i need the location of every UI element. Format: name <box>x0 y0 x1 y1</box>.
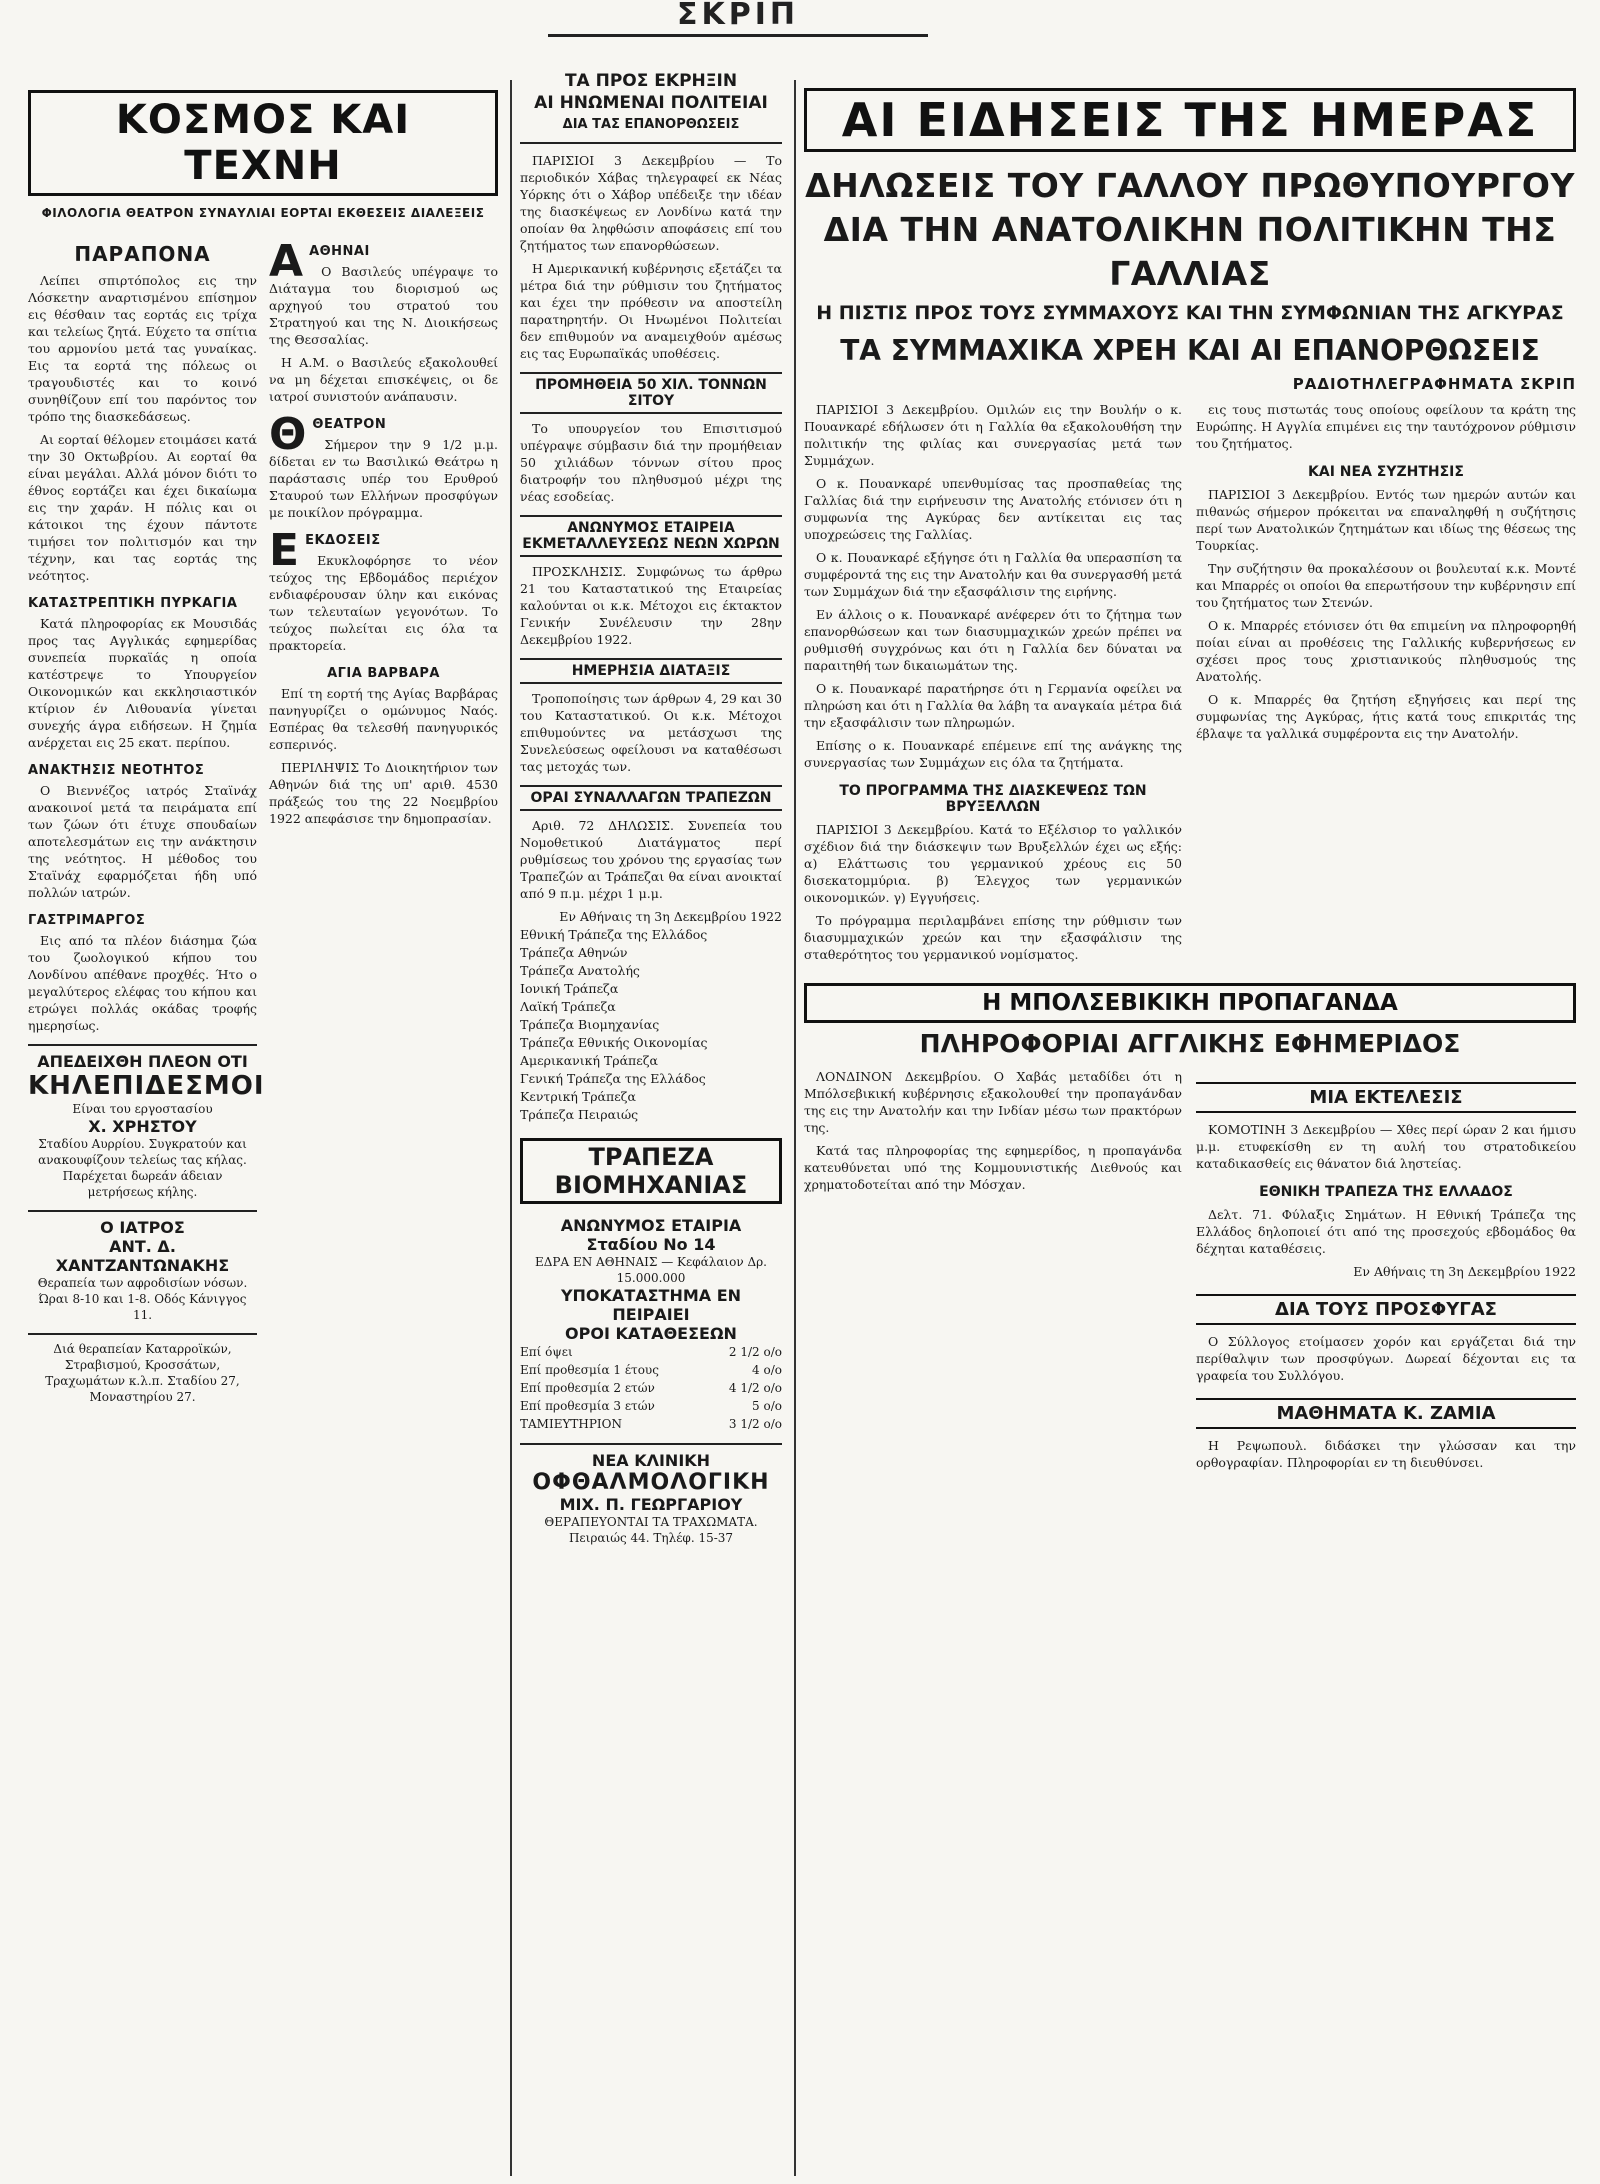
article-body: Επί τη εορτή της Αγίας Βαρβάρας πανηγυρίζει ο ομώνυμος Ναός. Εσπέρας θα τελεσθή πανηγυρικός εσπερινός. <box>269 686 498 752</box>
article-title: ΓΑΣΤΡΙΜΑΡΓΟΣ <box>28 913 146 928</box>
article-body: ΠΑΡΙΣΙΟΙ 3 Δεκεμβρίου — Το περιοδικόν Χάβας τηλεγραφεί εκ Νέας Υόρκης ότι ο Χάβορ υπέδειξε την ιδέαν της διασκέψεως εν Λονδίνω κατά την οποίαν θα ληφθώσιν αποφάσεις επί του ζητήματος των επανορθώσεων. <box>520 153 782 253</box>
ad-name: ΜΙΧ. Π. ΓΕΩΡΓΑΡΙΟΥ <box>559 1495 743 1514</box>
article-body: εις τους πιστωτάς τους οποίους οφείλουν τα κράτη της Ευρώπης. Η Αγγλία επιμένει εις την ταυτόχρονον ρύθμισιν του ζητήματος. <box>1196 402 1576 451</box>
rate-value: 4 ο/ο <box>752 1363 782 1377</box>
article-body: Επίσης ο κ. Πουανκαρέ επέμεινε επί της ανάγκης της συνεργασίας των Συμμάχων εις όλα τα ζητήματα. <box>804 738 1182 770</box>
article-body: Ο Βασιλεύς υπέγραψε το Διάταγμα του διορισμού ως αρχηγού του στρατού του Στρατηγού και της Ν. Διοικήσεως της Θεσσαλίας. <box>269 264 498 347</box>
article-title: ΠΡΟΜΗΘΕΙΑ 50 ΧΙΛ. ΤΟΝΝΩΝ ΣΙΤΟΥ <box>520 372 782 414</box>
rate-row <box>520 1415 782 1433</box>
rate-label: Επί προθεσμία 3 ετών <box>520 1399 655 1413</box>
article-title: ΑΝΑΚΤΗΣΙΣ ΝΕΟΤΗΤΟΣ <box>28 763 205 778</box>
article-body: ΛΟΝΔΙΝΟΝ Δεκεμβρίου. Ο Χαβάς μεταδίδει ότι η Μπόλσεβικική κυβέρνησις εξακολουθεί την προπαγάνδαν της εις την Ανατολήν και την Ινδίαν μέσω των πρακτόρων της. <box>804 1069 1182 1135</box>
article-body: ΠΑΡΙΣΙΟΙ 3 Δεκεμβρίου. Ομιλών εις την Βουλήν ο κ. Πουανκαρέ εδήλωσεν ότι η Γαλλία θα εξακολουθήση την πολιτικήν της φιλίας και συνεργασίας μετά των Συμμάχων. <box>804 402 1182 468</box>
article-title: ΤΟ ΠΡΟΓΡΑΜΜΑ ΤΗΣ ΔΙΑΣΚΕΨΕΩΣ ΤΩΝ ΒΡΥΞΕΛΛΩΝ <box>839 783 1147 815</box>
article-title: ΘΕΑΤΡΟΝ <box>312 417 387 432</box>
ad-title: ΟΦΘΑΛΜΟΛΟΓΙΚΗ <box>532 1470 770 1495</box>
article-body: ΠΑΡΙΣΙΟΙ 3 Δεκεμβρίου. Κατά το Εξέλσιορ το γαλλικόν σχέδιον διά την διάσκεψιν των Βρυξελλών έχει ως εξής: α) Ελάττωσις του γερμανικού χρέους εις 50 δισεκατομμύρια. β) Έλεγχος των γερμανικών οικονομικών. γ) Εγγυήσεις. <box>804 822 1182 905</box>
bank-list-item: Τράπεζα Εθνικής Οικονομίας <box>520 1035 708 1050</box>
bank-list-item: Αμερικανική Τράπεζα <box>520 1053 658 1068</box>
article-title: Η ΜΠΟΛΣΕΒΙΚΙΚΗ ΠΡΟΠΑΓΑΝΔΑ <box>804 983 1576 1023</box>
article-body: Ο Σύλλογος ετοίμασεν χορόν και εργάζεται διά την περίθαλψιν των προσφύγων. Δωρεαί δέχονται εις τα γραφεία του Συλλόγου. <box>1196 1334 1576 1383</box>
article-title: ΟΡΑΙ ΣΥΝΑΛΛΑΓΩΝ ΤΡΑΠΕΖΩΝ <box>520 785 782 811</box>
rate-value: 2 1/2 ο/ο <box>728 1345 782 1359</box>
rate-value: 3 1/2 ο/ο <box>728 1417 782 1431</box>
bank-list-item: Τράπεζα Αθηνών <box>520 945 628 960</box>
bank-list-item: Λαϊκή Τράπεζα <box>520 999 616 1014</box>
ad-branch: ΥΠΟΚΑΤΑΣΤΗΜΑ ΕΝ ΠΕΙΡΑΙΕΙ <box>560 1286 742 1324</box>
article-body: Η Α.Μ. ο Βασιλεύς εξακολουθεί να μη δέχεται επισκέψεις, οι δε ιατροί συνιστούν ανάπαυσιν. <box>269 355 498 404</box>
column-news <box>804 70 1576 2176</box>
bank-list-item: Κεντρική Τράπεζα <box>520 1089 636 1104</box>
article-title: ΜΙΑ ΕΚΤΕΛΕΣΙΣ <box>1196 1082 1576 1113</box>
article-body: Λείπει σπιρτόπολος εις την Λόσκετην αναρτισμένου επίσημον εις θέσθαιν τας εορτάς εις τρίχα και τελείως ζητά. Εύχετο τα σπίτια του αρμονίου μετά τας γυναίκας. Εις τα εορτά της πόλεως οι τραγουδιστές και το κοινό συνηθίζουν επί του παρόντος τον τρόπο της διασκεδάσεως. <box>28 273 257 424</box>
rate-label: Επί όψει <box>520 1345 573 1359</box>
bank-list-item: Τράπεζα Πειραιώς <box>520 1107 639 1122</box>
article-title: ΠΑΡΑΠΟΝΑ <box>74 242 211 266</box>
news-brief <box>269 236 498 405</box>
ad-name: ΑΝΤ. Δ. ΧΑΝΤΖΑΝΤΩΝΑΚΗΣ <box>55 1237 230 1275</box>
article-body: Αι εορταί θέλομεν ετοιμάσει κατά την 30 Οκτωβρίου. Αι εορταί θα είναι μεγάλαι. Αλλά μόνον διότι το έθνος εορτάζει και έχει δικαίωμα εις την χαράν. Η πόλις και οι κάτοικοι της έχουν πάντοτε τιμήσει τον πολιτισμόν και την τέχνην, και τας εορτάς της νεότητος. <box>28 432 257 583</box>
column-news-left <box>804 1068 1182 1477</box>
radio-dispatch-label: ΡΑΔΙΟΤΗΛΕΓΡΑΦΗΜΑΤΑ ΣΚΡΙΠ <box>1292 375 1576 393</box>
column-international <box>520 70 782 2176</box>
article-body: Κατά πληροφορίας εκ Μουσιδάς προς τας Αγγλικάς εφημερίδας συνεπεία πυρκαϊάς η οποία κατέστρεψε το Υπουργείον Οικονομικών και εκκλησιαστικόν κτίριον έν Λιθουανία γίνεται συνεχής άγρα ειδήσεων. Η ζημία ανέρχεται εις 25 εκατ. περίπου. <box>28 616 257 750</box>
article-title: ΗΜΕΡΗΣΙΑ ΔΙΑΤΑΞΙΣ <box>520 658 782 684</box>
advertisement <box>28 1333 257 1405</box>
bank-list-item: Ιονική Τράπεζα <box>520 981 619 996</box>
deposit-rates <box>520 1343 782 1433</box>
rate-label: Επί προθεσμία 1 έτους <box>520 1363 659 1377</box>
sub-headline: ΤΑ ΣΥΜΜΑΧΙΚΑ ΧΡΕΗ ΚΑΙ ΑΙ ΕΠΑΝΟΡΘΩΣΕΙΣ <box>840 334 1540 367</box>
column-arts-left <box>28 232 265 1405</box>
ad-subtitle: ΑΝΩΝΥΜΟΣ ΕΤΑΙΡΙΑ <box>560 1216 742 1235</box>
header-line: ΔΙΑ ΤΑΣ ΕΠΑΝΟΡΘΩΣΕΙΣ <box>562 117 740 132</box>
article-body: Ο κ. Πουανκαρέ υπενθυμίσας τας προσπαθείας της Γαλλίας διά την ειρήνευσιν της Ανατολής ετόνισεν ότι η συμφωνία της Αγκύρας δεν αντίκειται εις τας υποχρεώσεις της Γαλλίας. <box>804 476 1182 542</box>
bank-list-item: Γενική Τράπεζα της Ελλάδος <box>520 1071 706 1086</box>
dropcap: Ε <box>269 525 300 576</box>
news-banner: ΑΙ ΕΙΔΗΣΕΙΣ ΤΗΣ ΗΜΕΡΑΣ <box>804 88 1576 152</box>
article-body: Κατά τας πληροφορίας της εφημερίδος, η προπαγάνδα κατευθύνεται υπό της Κομμουνιστικής Διεθνούς και χρηματοδοτείται από την Μόσχαν. <box>804 1143 1182 1192</box>
article-body: ΠΑΡΙΣΙΟΙ 3 Δεκεμβρίου. Εντός των ημερών αυτών και πιθανώς σήμερον πρόκειται να επαναληφθή η συζήτησις περί των Ανατολικών ζητημάτων και ιδίως της θέσεως της Τουρκίας. <box>1196 487 1576 553</box>
advertisement <box>28 1044 265 1200</box>
rate-label: ΤΑΜΙΕΥΤΗΡΙΟΝ <box>520 1417 622 1431</box>
bank-list-item: Εθνική Τράπεζα της Ελλάδος <box>520 927 708 942</box>
rate-row <box>520 1343 782 1361</box>
article-title: ΕΚΔΟΣΕΙΣ <box>305 533 381 548</box>
header-line: ΑΙ ΗΝΩΜΕΝΑΙ ΠΟΛΙΤΕΙΑΙ <box>534 93 768 113</box>
dropcap: Α <box>269 236 304 287</box>
ad-text: Σταδίου Αυρρίου. Συγκρατούν και ανακουφίζουν τελείως τας κήλας. Παρέχεται δωρεάν άδειαν μετρήσεως κήλης. <box>38 1137 247 1199</box>
ad-subtitle: Είναι του εργοστασίου <box>72 1102 213 1116</box>
bank-ad-title: ΤΡΑΠΕΖΑ ΒΙΟΜΗΧΑΝΙΑΣ <box>520 1138 782 1204</box>
sub-headline: Η ΠΙΣΤΙΣ ΠΡΟΣ ΤΟΥΣ ΣΥΜΜΑΧΟΥΣ ΚΑΙ ΤΗΝ ΣΥΜΦΩΝΙΑΝ ΤΗΣ ΑΓΚΥΡΑΣ <box>816 302 1564 324</box>
article-body: Η Ρεψωπουλ. διδάσκει την γλώσσαν και την ορθογραφίαν. Πληροφορίαι εν τη διευθύνσει. <box>1196 1438 1576 1470</box>
newspaper-page <box>28 0 1576 2184</box>
news-brief <box>269 666 498 827</box>
column-divider <box>510 80 512 2176</box>
column-arts-right <box>269 232 498 1405</box>
article-body: ΚΟΜΟΤΙΝΗ 3 Δεκεμβρίου — Χθες περί ώραν 2 και ήμισυ μ.μ. ετυφεκίσθη εν τη αυλή του στρατοδικείου καταδικασθείς εις θάνατον διά ληστείας. <box>1196 1122 1576 1171</box>
article-body: ΠΡΟΣΚΛΗΣΙΣ. Συμφώνως τω άρθρω 21 του Καταστατικού της Εταιρείας καλούνται οι κ.κ. Μέτοχοι εις έκτακτον Γενικήν Συνέλευσιν την 28ην Δεκεμβρίου 1922. <box>520 564 782 647</box>
rate-row <box>520 1379 782 1397</box>
rate-value: 4 1/2 ο/ο <box>728 1381 782 1395</box>
article-title: ΑΓΙΑ ΒΑΡΒΑΡΑ <box>327 666 440 681</box>
article-body: Το υπουργείον του Επισιτισμού υπέγραψε σύμβασιν διά την προμήθειαν 50 χιλιάδων τόννων σίτου προς διατροφήν του πληθυσμού μέχρι της νέας εσοδείας. <box>520 421 782 504</box>
masthead: ΣΚΡΙΠ <box>677 0 799 32</box>
article-body: Η Αμερικανική κυβέρνησις εξετάζει τα μέτρα διά την ρύθμισιν του ζητήματος και έχει την πρόθεσιν να αποστείλη παρατηρητήν. Οι Ηνωμένοι Πολιτείαι δεν επιθυμούν να αναμειχθούν αμέσως εις τας Ευρωπαϊκάς υποθέσεις. <box>520 261 782 361</box>
dropcap: Θ <box>269 409 307 460</box>
rate-value: 5 ο/ο <box>752 1399 782 1413</box>
column-news-right <box>1196 1068 1576 1477</box>
ad-capital: ΕΔΡΑ ΕΝ ΑΘΗΝΑΙΣ — Κεφάλαιον Δρ. 15.000.000 <box>534 1255 767 1285</box>
dateline: Εν Αθήναις τη 3η Δεκεμβρίου 1922 <box>1353 1264 1576 1279</box>
column-news-right <box>1196 401 1576 969</box>
rate-row <box>520 1361 782 1379</box>
ad-kicker: Ο ΙΑΤΡΟΣ <box>100 1218 185 1237</box>
rate-row <box>520 1397 782 1415</box>
article-body: Το πρόγραμμα περιλαμβάνει επίσης την ρύθμισιν των διασυμμαχικών χρεών και την εξασφάλισιν της σταθερότητος του γερμανικού νομίσματος. <box>804 913 1182 962</box>
main-headline: ΔΗΛΩΣΕΙΣ ΤΟΥ ΓΑΛΛΟΥ ΠΡΩΘΥΠΟΥΡΓΟΥ ΔΙΑ ΤΗΝ ΑΝΑΤΟΛΙΚΗΝ ΠΟΛΙΤΙΚΗΝ ΤΗΣ ΓΑΛΛΙΑΣ <box>805 166 1575 293</box>
article-body: ΠΕΡΙΛΗΨΙΣ Το Διοικητήριον των Αθηνών διά της υπ' αριθ. 4530 πράξεώς του της 22 Νοεμβρίου 1922 απεφάσισε την δημοπρασίαν. <box>269 760 498 826</box>
rate-label: Επί προθεσμία 2 ετών <box>520 1381 655 1395</box>
ad-terms: ΟΡΟΙ ΚΑΤΑΘΕΣΕΩΝ <box>565 1324 737 1343</box>
article-title: ΜΑΘΗΜΑΤΑ Κ. ΖΑΜΙΑ <box>1196 1398 1576 1429</box>
ad-title: ΚΗΛΕΠΙΔΕΣΜΟΙ <box>28 1071 265 1101</box>
ad-kicker: ΝΕΑ ΚΛΙΝΙΚΗ <box>591 1451 711 1470</box>
article-body: Εν άλλοις ο κ. Πουανκαρέ ανέφερεν ότι το ζήτημα των επανορθώσεων και των διασυμμαχικών χρεών πρέπει να ρυθμισθή συγχρόνως και ότι η Γαλλία δεν δύναται να παραιτηθή των δικαιωμάτων της. <box>804 607 1182 673</box>
ad-address: Σταδίου Νο 14 <box>586 1235 716 1254</box>
article-body: Εις από τα πλέον διάσημα ζώα του ζωολογικού κήπου του Λονδίνου απέθανε προχθές. Ήτο ο μεγαλύτερος ελέφας του κήπου και ετρώγει πολλάς οκάδας τροφής ημερησίως. <box>28 933 257 1033</box>
article-body: Ο κ. Πουανκαρέ παρατήρησε ότι η Γερμανία οφείλει να πληρώση και ότι η Γαλλία θα λάβη τα αναγκαία μέτρα διά την εξασφάλισιν των πληρωμών. <box>804 681 1182 730</box>
ad-text: Διά θεραπείαν Καταρροϊκών, Στραβισμού, Κροσσάτων, Τραχωμάτων κ.λ.π. Σταδίου 27, Μοναστηρίου 27. <box>45 1342 240 1404</box>
advertisement <box>520 1210 782 1433</box>
article-title: ΚΑΤΑΣΤΡΕΠΤΙΚΗ ΠΥΡΚΑΓΙΑ <box>28 596 238 611</box>
advertisement <box>28 1210 257 1323</box>
article-title: ΔΙΑ ΤΟΥΣ ΠΡΟΣΦΥΓΑΣ <box>1196 1294 1576 1325</box>
article-body: Δελτ. 71. Φύλαξις Σημάτων. Η Εθνική Τράπεζα της Ελλάδος δηλοποιεί ότι από της προσεχούς εβδομάδος θα δέχηται καταθέσεις. <box>1196 1207 1576 1256</box>
bank-list-item: Τράπεζα Βιομηχανίας <box>520 1017 660 1032</box>
article-body: Ο κ. Μπαρρές ετόνισεν ότι θα επιμείνη να πληροφορηθή ποίαι είναι αι προθέσεις της Γαλλικής κυβερνήσεως εν σχέσει προς τους χριστιανικούς πληθυσμούς της Ανατολής. <box>1196 618 1576 684</box>
article-title: ΑΝΩΝΥΜΟΣ ΕΤΑΙΡΕΙΑ ΕΚΜΕΤΑΛΛΕΥΣΕΩΣ ΝΕΩΝ ΧΩΡΩΝ <box>520 515 782 557</box>
article-body: Ο κ. Μπαρρές θα ζητήση εξηγήσεις και περί της συμφωνίας της Αγκύρας, ήτις κατά τους επικριτάς της έβλαψε τα γαλλικά συμφέροντα εις την Ανατολήν. <box>1196 692 1576 741</box>
news-brief <box>269 409 498 521</box>
article-body: Την συζήτησιν θα προκαλέσουν οι βουλευταί κ.κ. Μοντέ και Μπαρρές οι οποίοι θα επερωτήσουν την κυβέρνησιν επί του ζητήματος των Στενών. <box>1196 561 1576 610</box>
column-news-left <box>804 401 1182 969</box>
sub-headline: ΠΛΗΡΟΦΟΡΙΑΙ ΑΓΓΛΙΚΗΣ ΕΦΗΜΕΡΙΔΟΣ <box>919 1029 1461 1058</box>
bank-list <box>520 908 782 1124</box>
header-line: ΤΑ ΠΡΟΣ ΕΚΡΗΞΙΝ <box>564 71 738 91</box>
article-body: Εκυκλοφόρησε το νέον τεύχος της Εβδομάδος περιέχον ενδιαφέρουσαν ύλην και εικόνας των τελευταίων γεγονότων. Το τεύχος πωλείται εις όλα τα πρακτορεία. <box>269 553 498 653</box>
article-body: Ο κ. Πουανκαρέ εξήγησε ότι η Γαλλία θα υπερασπίση τα συμφέροντά της εις την Ανατολήν και θα συνεργασθή μετά των Συμμάχων διά την εξασφάλισιν της ειρήνης. <box>804 550 1182 599</box>
column-divider <box>794 80 796 2176</box>
article-title: ΚΑΙ ΝΕΑ ΣΥΖΗΤΗΣΙΣ <box>1308 464 1464 480</box>
ad-text: ΘΕΡΑΠΕΥΟΝΤΑΙ ΤΑ ΤΡΑΧΩΜΑΤΑ. Πειραιώς 44. Τηλέφ. 15-37 <box>544 1515 758 1545</box>
article-body: Ο Βιεννέζος ιατρός Σταϊνάχ ανακοινοί μετά τα πειράματα επί των ζώων ότι έτυχε σπουδαίων αποτελεσμάτων εις την ανάκτησιν της νεότητος. Η μέθοδος του Σταϊνάχ εφαρμόζεται ήδη υπό πολλών ιατρών. <box>28 783 257 900</box>
ad-text: Θεραπεία των αφροδισίων νόσων. Ώραι 8-10 και 1-8. Οδός Κάνιγγος 11. <box>37 1276 248 1322</box>
section-title: ΚΟΣΜΟΣ ΚΑΙ ΤΕΧΝΗ <box>28 90 498 196</box>
ad-name: Χ. ΧΡΗΣΤΟΥ <box>88 1117 197 1136</box>
article-body: Σήμερον την 9 1/2 μ.μ. δίδεται εν τω Βασιλικώ Θεάτρω η παράστασις υπέρ του Ερυθρού Σταυρού των Ελλήνων προσφύγων με ποικίλον πρόγραμμα. <box>269 437 498 520</box>
advertisement <box>520 1443 782 1546</box>
column-header <box>520 70 782 144</box>
article-title: ΑΘΗΝΑΙ <box>309 244 370 259</box>
article-body: Τροποποίησις των άρθρων 4, 29 και 30 του Καταστατικού. Οι κ.κ. Μέτοχοι επιθυμούντες να μετάσχωσι της Συνελεύσεως οφείλουσι να καταθέσωσι τας μετοχάς των. <box>520 691 782 774</box>
bank-list-item: Τράπεζα Ανατολής <box>520 963 640 978</box>
article-body: Αριθ. 72 ΔΗΛΩΣΙΣ. Συνεπεία του Νομοθετικού Διατάγματος περί ρυθμίσεως του χρόνου της εργασίας των Τραπεζών αι Τράπεζαι θα είναι ανοικταί από 9 π.μ. μέχρι 1 μ.μ. <box>520 818 782 901</box>
dateline: Εν Αθήναις τη 3η Δεκεμβρίου 1922 <box>559 909 782 924</box>
rubric: ΦΙΛΟΛΟΓΙΑ ΘΕΑΤΡΟΝ ΣΥΝΑΥΛΙΑΙ ΕΟΡΤΑΙ ΕΚΘΕΣΕΙΣ ΔΙΑΛΕΞΕΙΣ <box>41 206 485 220</box>
news-brief <box>269 525 498 654</box>
column-arts <box>28 70 498 2176</box>
masthead-rule <box>548 34 928 37</box>
article-title: ΕΘΝΙΚΗ ΤΡΑΠΕΖΑ ΤΗΣ ΕΛΛΑΔΟΣ <box>1259 1184 1513 1200</box>
ad-kicker: ΑΠΕΔΕΙΧΘΗ ΠΛΕΟΝ ΟΤΙ <box>37 1052 248 1071</box>
